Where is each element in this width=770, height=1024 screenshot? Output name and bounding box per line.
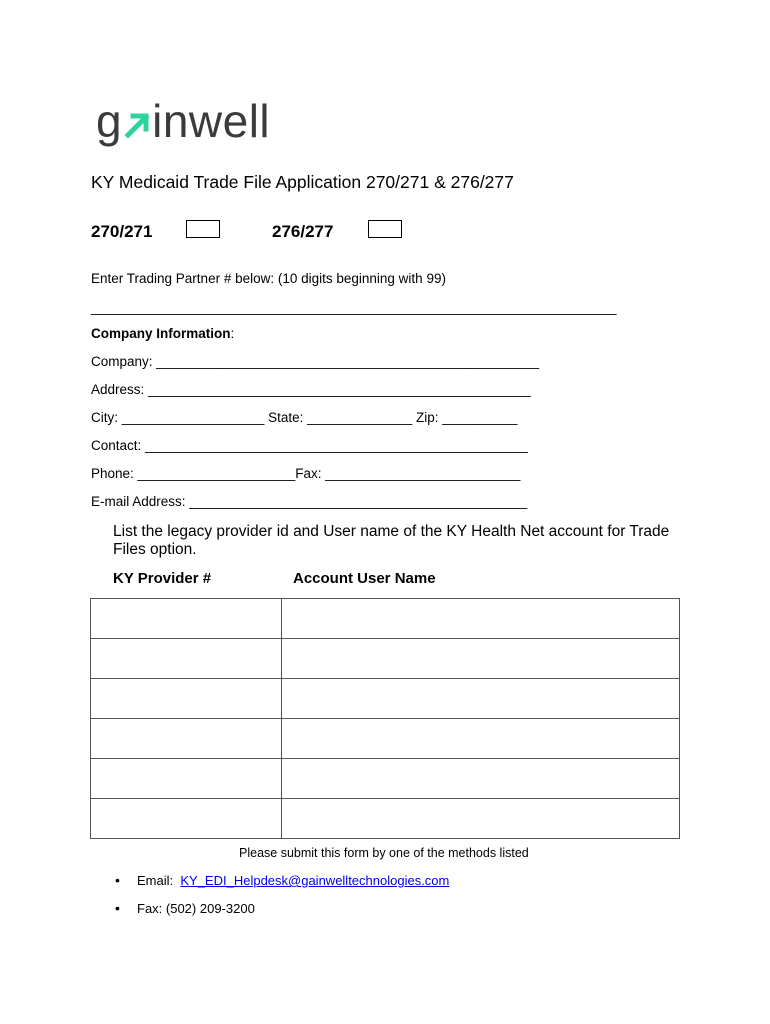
company-info-heading-text: Company Information (91, 326, 231, 341)
address-field[interactable]: Address: ___________________________________________________ (91, 382, 531, 397)
provider-table (90, 598, 680, 839)
logo-text-start: g (96, 95, 123, 147)
provider-id-cell[interactable] (91, 679, 282, 719)
user-name-cell[interactable] (282, 679, 680, 719)
legacy-instruction-line2: Files option. (113, 541, 197, 558)
email-field[interactable]: E-mail Address: _____________________________________________ (91, 494, 528, 509)
legacy-instruction-line1: List the legacy provider id and User name of the KY Health Net account for Trade (113, 523, 670, 540)
type-276-277-label: 276/277 (272, 222, 334, 241)
form-title: KY Medicaid Trade File Application 270/271 & 276/277 (91, 172, 514, 192)
company-field[interactable]: Company: ___________________________________________________ (91, 354, 540, 369)
submit-instruction: Please submit this form by one of the methods listed (239, 846, 529, 860)
table-row (91, 679, 680, 719)
col-header-provider: KY Provider # (113, 570, 212, 587)
arrow-up-right-icon (122, 109, 152, 139)
gainwell-logo (96, 94, 270, 148)
contact-field[interactable]: Contact: ___________________________________________________ (91, 438, 528, 453)
table-row (91, 599, 680, 639)
user-name-cell[interactable] (282, 639, 680, 679)
bullet-icon: • (115, 900, 120, 916)
phone-fax-field[interactable]: Phone: _____________________Fax: __________________________ (91, 466, 521, 481)
user-name-cell[interactable] (282, 799, 680, 839)
helpdesk-email-link[interactable]: KY_EDI_Helpdesk@gainwelltechnologies.com (180, 873, 450, 888)
provider-id-cell[interactable] (91, 639, 282, 679)
trading-partner-field[interactable]: ______________________________________________________________________ (91, 300, 617, 315)
provider-id-cell[interactable] (91, 599, 282, 639)
provider-id-cell[interactable] (91, 799, 282, 839)
user-name-cell[interactable] (282, 599, 680, 639)
user-name-cell[interactable] (282, 719, 680, 759)
trading-partner-instruction: Enter Trading Partner # below: (10 digits beginning with 99) (91, 271, 446, 286)
city-state-zip-field[interactable]: City: ___________________ State: ______________ Zip: __________ (91, 410, 518, 425)
email-method-label: Email: (137, 873, 174, 888)
user-name-cell[interactable] (282, 759, 680, 799)
email-method (137, 873, 449, 888)
type-276-277-checkbox[interactable] (368, 220, 402, 238)
logo-text-end: inwell (152, 95, 271, 147)
company-info-heading-colon: : (230, 326, 235, 341)
type-270-271-label: 270/271 (91, 222, 153, 241)
type-270-271-checkbox[interactable] (186, 220, 220, 238)
company-info-heading (91, 326, 234, 341)
col-header-user-name: Account User Name (293, 570, 436, 587)
table-row (91, 799, 680, 839)
provider-id-cell[interactable] (91, 759, 282, 799)
provider-id-cell[interactable] (91, 719, 282, 759)
table-row (91, 639, 680, 679)
table-row (91, 759, 680, 799)
bullet-icon: • (115, 872, 120, 888)
table-row (91, 719, 680, 759)
fax-method: Fax: (502) 209-3200 (137, 901, 255, 916)
